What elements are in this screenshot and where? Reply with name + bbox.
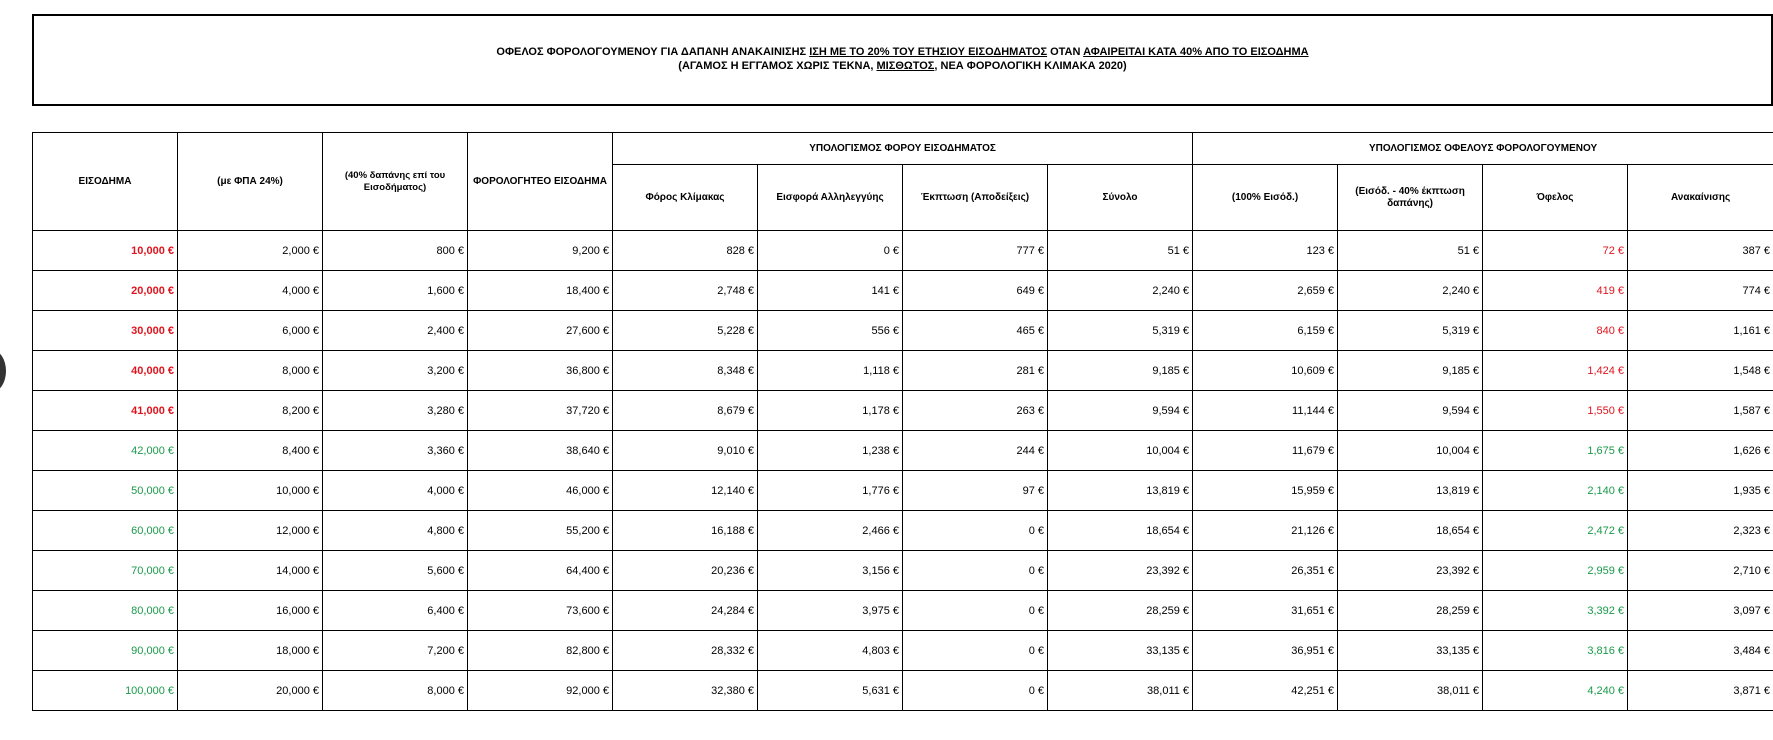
cell-total: 2,240 € [1048, 271, 1193, 311]
cell-minus40: 10,004 € [1338, 431, 1483, 471]
title-line-1-part-a: ΟΦΕΛΟΣ ΦΟΡΟΛΟΓΟΥΜΕΝΟΥ ΓΙΑ ΔΑΠΑΝΗ ΑΝΑΚΑΙΝΙΣΗΣ [496, 46, 810, 58]
table-row [33, 271, 1773, 311]
title-line-2 [34, 60, 1771, 72]
title-line-1-underline-b: ΑΦΑΙΡΕΙΤΑΙ ΚΑΤΑ 40% ΑΠΟ ΤΟ ΕΙΣΟΔΗΜΑ [1083, 46, 1309, 58]
cell-solidarity: 1,178 € [758, 391, 903, 431]
cell-benefit: 3,816 € [1483, 631, 1628, 671]
cell-income: 41,000 € [33, 391, 178, 431]
cell-minus40: 5,319 € [1338, 311, 1483, 351]
cell-full-income: 10,609 € [1193, 351, 1338, 391]
cell-total: 9,594 € [1048, 391, 1193, 431]
cell-vat: 4,000 € [178, 271, 323, 311]
table-row [33, 551, 1773, 591]
cell-solidarity: 3,975 € [758, 591, 903, 631]
cell-benefit: 2,472 € [1483, 511, 1628, 551]
cell-full-income: 21,126 € [1193, 511, 1338, 551]
cell-renovation: 1,626 € [1628, 431, 1773, 471]
cell-full-income: 6,159 € [1193, 311, 1338, 351]
cell-minus40: 2,240 € [1338, 271, 1483, 311]
cell-total: 51 € [1048, 231, 1193, 271]
cell-total: 33,135 € [1048, 631, 1193, 671]
cell-benefit: 2,140 € [1483, 471, 1628, 511]
header-total: Σύνολο [1048, 165, 1193, 231]
header-discount: Έκπτωση (Αποδείξεις) [903, 165, 1048, 231]
header-full-income: (100% Εισόδ.) [1193, 165, 1338, 231]
cell-renovation: 2,710 € [1628, 551, 1773, 591]
cell-scale-tax: 9,010 € [613, 431, 758, 471]
cell-total: 10,004 € [1048, 431, 1193, 471]
header-solidarity: Εισφορά Αλληλεγγύης [758, 165, 903, 231]
cell-taxable: 37,720 € [468, 391, 613, 431]
cell-solidarity: 0 € [758, 231, 903, 271]
cell-income: 80,000 € [33, 591, 178, 631]
table-row [33, 351, 1773, 391]
cell-scale-tax: 8,679 € [613, 391, 758, 431]
cell-vat: 8,000 € [178, 351, 323, 391]
cell-income: 50,000 € [33, 471, 178, 511]
cell-total: 38,011 € [1048, 671, 1193, 711]
cell-spend40: 8,000 € [323, 671, 468, 711]
cell-minus40: 23,392 € [1338, 551, 1483, 591]
cell-income: 90,000 € [33, 631, 178, 671]
cell-scale-tax: 828 € [613, 231, 758, 271]
cell-vat: 20,000 € [178, 671, 323, 711]
header-scale-tax: Φόρος Κλίμακας [613, 165, 758, 231]
cell-taxable: 92,000 € [468, 671, 613, 711]
table-body [33, 231, 1773, 711]
cell-renovation: 387 € [1628, 231, 1773, 271]
cell-solidarity: 1,238 € [758, 431, 903, 471]
cell-renovation: 2,323 € [1628, 511, 1773, 551]
table-row [33, 631, 1773, 671]
cell-vat: 12,000 € [178, 511, 323, 551]
cell-minus40: 28,259 € [1338, 591, 1483, 631]
cell-total: 23,392 € [1048, 551, 1193, 591]
cell-spend40: 4,000 € [323, 471, 468, 511]
header-taxable: ΦΟΡΟΛΟΓΗΤΕΟ ΕΙΣΟΔΗΜΑ [468, 133, 613, 231]
cell-full-income: 2,659 € [1193, 271, 1338, 311]
cell-taxable: 55,200 € [468, 511, 613, 551]
cell-benefit: 72 € [1483, 231, 1628, 271]
cell-benefit: 1,424 € [1483, 351, 1628, 391]
cell-spend40: 3,280 € [323, 391, 468, 431]
edge-artifact-circle [0, 350, 6, 392]
cell-income: 100,000 € [33, 671, 178, 711]
cell-income: 30,000 € [33, 311, 178, 351]
title-line-1-underline-a: ΙΣΗ ΜΕ ΤΟ 20% ΤΟΥ ΕΤΗΣΙΟΥ ΕΙΣΟΔΗΜΑΤΟΣ [809, 46, 1048, 58]
cell-discount: 263 € [903, 391, 1048, 431]
cell-discount: 649 € [903, 271, 1048, 311]
cell-solidarity: 5,631 € [758, 671, 903, 711]
cell-full-income: 36,951 € [1193, 631, 1338, 671]
cell-renovation: 1,548 € [1628, 351, 1773, 391]
cell-renovation: 1,161 € [1628, 311, 1773, 351]
table-row [33, 511, 1773, 551]
title-line-1-part-b: ΟΤΑΝ [1047, 46, 1084, 58]
table-row [33, 231, 1773, 271]
cell-income: 20,000 € [33, 271, 178, 311]
cell-discount: 0 € [903, 551, 1048, 591]
cell-discount: 0 € [903, 631, 1048, 671]
cell-minus40: 18,654 € [1338, 511, 1483, 551]
cell-scale-tax: 5,228 € [613, 311, 758, 351]
cell-benefit: 1,550 € [1483, 391, 1628, 431]
cell-benefit: 1,675 € [1483, 431, 1628, 471]
cell-total: 28,259 € [1048, 591, 1193, 631]
cell-solidarity: 4,803 € [758, 631, 903, 671]
cell-income: 40,000 € [33, 351, 178, 391]
cell-income: 60,000 € [33, 511, 178, 551]
cell-income: 70,000 € [33, 551, 178, 591]
cell-vat: 16,000 € [178, 591, 323, 631]
cell-discount: 777 € [903, 231, 1048, 271]
title-line-2-part-b: , ΝΕΑ ΦΟΡΟΛΟΓΙΚΗ ΚΛΙΜΑΚΑ 2020) [934, 60, 1127, 72]
cell-taxable: 82,800 € [468, 631, 613, 671]
cell-taxable: 18,400 € [468, 271, 613, 311]
table-row [33, 591, 1773, 631]
title-line-1 [34, 46, 1771, 58]
cell-solidarity: 3,156 € [758, 551, 903, 591]
cell-minus40: 38,011 € [1338, 671, 1483, 711]
cell-minus40: 13,819 € [1338, 471, 1483, 511]
cell-discount: 97 € [903, 471, 1048, 511]
cell-solidarity: 2,466 € [758, 511, 903, 551]
cell-spend40: 6,400 € [323, 591, 468, 631]
cell-income: 10,000 € [33, 231, 178, 271]
cell-scale-tax: 12,140 € [613, 471, 758, 511]
cell-renovation: 3,871 € [1628, 671, 1773, 711]
cell-taxable: 73,600 € [468, 591, 613, 631]
cell-taxable: 64,400 € [468, 551, 613, 591]
cell-minus40: 9,185 € [1338, 351, 1483, 391]
cell-spend40: 800 € [323, 231, 468, 271]
cell-benefit: 4,240 € [1483, 671, 1628, 711]
cell-discount: 0 € [903, 591, 1048, 631]
cell-full-income: 26,351 € [1193, 551, 1338, 591]
cell-taxable: 46,000 € [468, 471, 613, 511]
table-row [33, 311, 1773, 351]
header-row-1 [33, 133, 1773, 165]
table-row [33, 471, 1773, 511]
cell-minus40: 9,594 € [1338, 391, 1483, 431]
cell-scale-tax: 8,348 € [613, 351, 758, 391]
header-renovation: Ανακαίνισης [1628, 165, 1773, 231]
cell-spend40: 7,200 € [323, 631, 468, 671]
cell-full-income: 11,679 € [1193, 431, 1338, 471]
table-row [33, 671, 1773, 711]
cell-discount: 0 € [903, 671, 1048, 711]
cell-vat: 8,200 € [178, 391, 323, 431]
cell-benefit: 419 € [1483, 271, 1628, 311]
cell-vat: 6,000 € [178, 311, 323, 351]
cell-full-income: 11,144 € [1193, 391, 1338, 431]
cell-discount: 281 € [903, 351, 1048, 391]
cell-scale-tax: 16,188 € [613, 511, 758, 551]
cell-spend40: 1,600 € [323, 271, 468, 311]
cell-discount: 244 € [903, 431, 1048, 471]
cell-spend40: 2,400 € [323, 311, 468, 351]
title-line-2-underline: ΜΙΣΘΩΤΟΣ [876, 60, 935, 72]
cell-vat: 18,000 € [178, 631, 323, 671]
cell-spend40: 3,360 € [323, 431, 468, 471]
header-benefit: Όφελος [1483, 165, 1628, 231]
cell-benefit: 2,959 € [1483, 551, 1628, 591]
cell-solidarity: 141 € [758, 271, 903, 311]
header-vat: (με ΦΠΑ 24%) [178, 133, 323, 231]
cell-minus40: 33,135 € [1338, 631, 1483, 671]
header-group-benefit: ΥΠΟΛΟΓΙΣΜΟΣ ΟΦΕΛΟΥΣ ΦΟΡΟΛΟΓΟΥΜΕΝΟΥ [1193, 133, 1773, 165]
cell-scale-tax: 20,236 € [613, 551, 758, 591]
title-line-2-part-a: (ΑΓΑΜΟΣ Η ΕΓΓΑΜΟΣ ΧΩΡΙΣ ΤΕΚΝΑ, [678, 60, 877, 72]
cell-total: 9,185 € [1048, 351, 1193, 391]
cell-vat: 14,000 € [178, 551, 323, 591]
cell-full-income: 31,651 € [1193, 591, 1338, 631]
cell-renovation: 3,484 € [1628, 631, 1773, 671]
cell-full-income: 15,959 € [1193, 471, 1338, 511]
cell-spend40: 3,200 € [323, 351, 468, 391]
cell-total: 13,819 € [1048, 471, 1193, 511]
cell-vat: 8,400 € [178, 431, 323, 471]
table-row [33, 431, 1773, 471]
header-group-tax: ΥΠΟΛΟΓΙΣΜΟΣ ΦΟΡΟΥ ΕΙΣΟΔΗΜΑΤΟΣ [613, 133, 1193, 165]
header-spend40: (40% δαπάνης επί του Εισοδήματος) [323, 133, 468, 231]
header-income: ΕΙΣΟΔΗΜΑ [33, 133, 178, 231]
cell-scale-tax: 32,380 € [613, 671, 758, 711]
cell-full-income: 123 € [1193, 231, 1338, 271]
cell-renovation: 1,587 € [1628, 391, 1773, 431]
cell-income: 42,000 € [33, 431, 178, 471]
cell-solidarity: 1,776 € [758, 471, 903, 511]
benefit-table [32, 132, 1773, 711]
cell-spend40: 5,600 € [323, 551, 468, 591]
title-box [32, 14, 1773, 106]
cell-taxable: 36,800 € [468, 351, 613, 391]
cell-vat: 10,000 € [178, 471, 323, 511]
cell-discount: 465 € [903, 311, 1048, 351]
cell-total: 5,319 € [1048, 311, 1193, 351]
cell-full-income: 42,251 € [1193, 671, 1338, 711]
cell-benefit: 3,392 € [1483, 591, 1628, 631]
cell-solidarity: 1,118 € [758, 351, 903, 391]
cell-solidarity: 556 € [758, 311, 903, 351]
cell-spend40: 4,800 € [323, 511, 468, 551]
cell-taxable: 9,200 € [468, 231, 613, 271]
cell-minus40: 51 € [1338, 231, 1483, 271]
cell-benefit: 840 € [1483, 311, 1628, 351]
cell-taxable: 38,640 € [468, 431, 613, 471]
cell-scale-tax: 2,748 € [613, 271, 758, 311]
cell-total: 18,654 € [1048, 511, 1193, 551]
cell-renovation: 1,935 € [1628, 471, 1773, 511]
cell-scale-tax: 24,284 € [613, 591, 758, 631]
cell-renovation: 774 € [1628, 271, 1773, 311]
cell-scale-tax: 28,332 € [613, 631, 758, 671]
cell-taxable: 27,600 € [468, 311, 613, 351]
cell-vat: 2,000 € [178, 231, 323, 271]
cell-discount: 0 € [903, 511, 1048, 551]
cell-renovation: 3,097 € [1628, 591, 1773, 631]
table-row [33, 391, 1773, 431]
header-minus40: (Εισόδ. - 40% έκπτωση δαπάνης) [1338, 165, 1483, 231]
